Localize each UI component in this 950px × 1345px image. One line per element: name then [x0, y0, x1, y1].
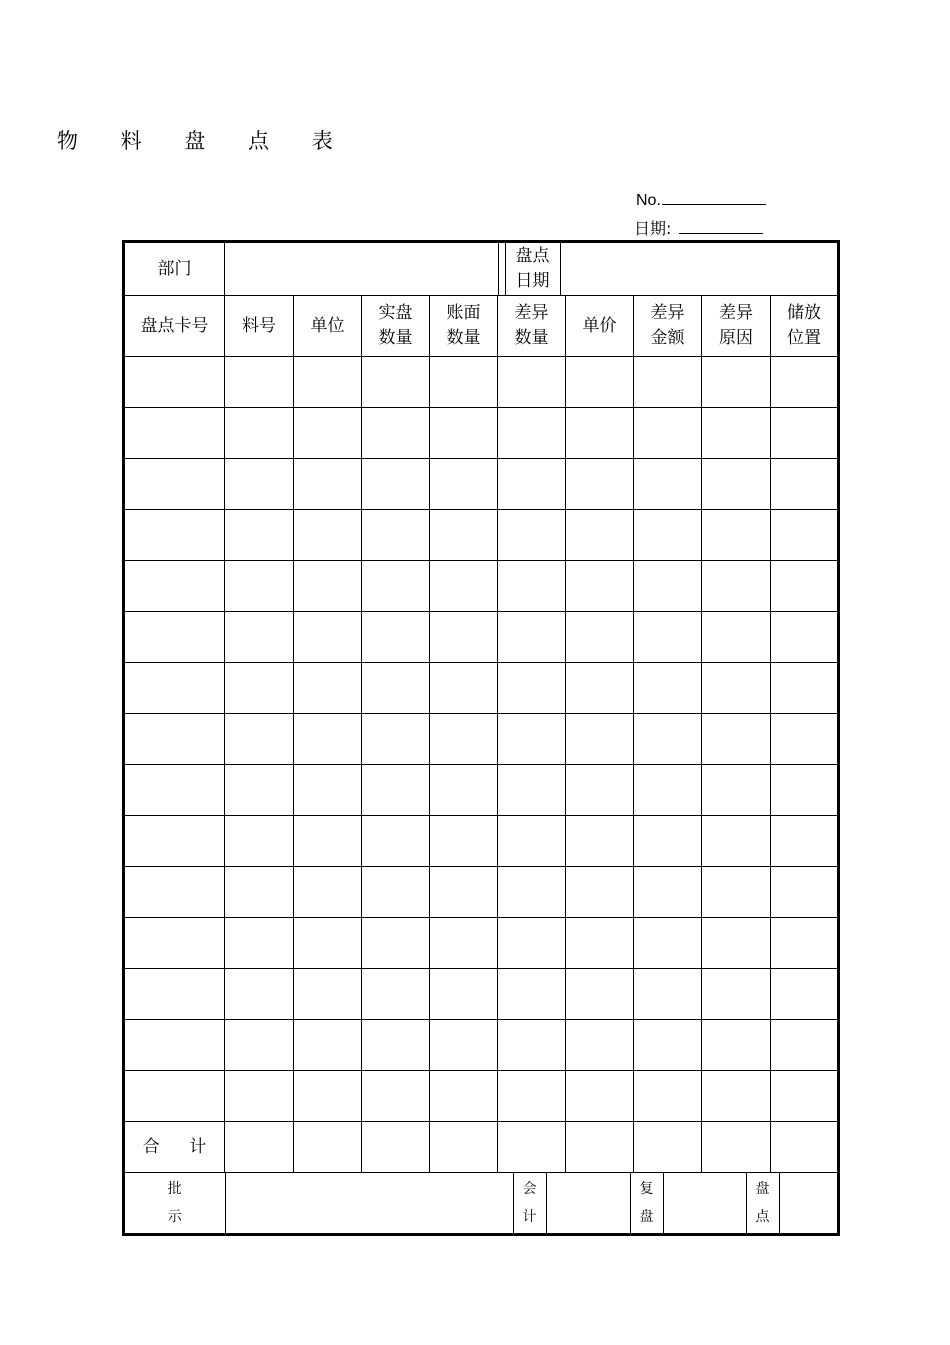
department-label: 部门: [124, 242, 225, 296]
table-cell[interactable]: [634, 765, 702, 816]
table-cell[interactable]: [362, 714, 430, 765]
signature-row: [124, 1173, 839, 1235]
table-cell[interactable]: [124, 867, 225, 918]
table-cell[interactable]: [634, 969, 702, 1020]
approve-field[interactable]: [225, 1173, 513, 1233]
column-header-text: 账面: [446, 303, 481, 323]
column-header: [566, 296, 634, 357]
table-cell[interactable]: [498, 561, 566, 612]
form-number-label: No.: [636, 192, 661, 209]
table-cell[interactable]: [566, 816, 634, 867]
table-cell[interactable]: [498, 357, 566, 408]
column-header-text: 差异: [650, 303, 685, 323]
inventory-table: [122, 240, 840, 1236]
table-cell[interactable]: [498, 867, 566, 918]
table-cell[interactable]: [225, 663, 294, 714]
column-header: [634, 296, 702, 357]
total-cell[interactable]: [634, 1122, 702, 1173]
table-cell[interactable]: [566, 612, 634, 663]
table-cell[interactable]: [225, 714, 294, 765]
column-header-text: 单价: [582, 315, 617, 336]
table-cell[interactable]: [294, 867, 362, 918]
table-cell[interactable]: [124, 765, 225, 816]
count-date-label: 盘点 日期: [505, 243, 560, 295]
table-cell[interactable]: [124, 459, 225, 510]
table-cell[interactable]: [124, 816, 225, 867]
table-cell[interactable]: [294, 561, 362, 612]
table-cell[interactable]: [362, 1020, 430, 1071]
column-header-text: 位置: [787, 328, 821, 348]
recheck-label: 复 盘: [630, 1173, 663, 1233]
table-cell[interactable]: [702, 459, 771, 510]
table-cell[interactable]: [498, 663, 566, 714]
table-row: [124, 663, 839, 714]
table-cell[interactable]: [362, 816, 430, 867]
table-cell[interactable]: [225, 408, 294, 459]
table-cell[interactable]: [498, 1020, 566, 1071]
table-cell[interactable]: [225, 357, 294, 408]
table-row: [124, 1020, 839, 1071]
table-cell[interactable]: [702, 969, 771, 1020]
form-date-label: 日期:: [634, 219, 672, 238]
column-header: [771, 296, 839, 357]
table-cell[interactable]: [294, 1020, 362, 1071]
column-header-text: 数量: [514, 328, 549, 348]
table-cell[interactable]: [771, 663, 839, 714]
table-cell[interactable]: [771, 714, 839, 765]
total-row: [124, 1122, 839, 1173]
table-cell[interactable]: [702, 561, 771, 612]
page-title: 物 料 盘 点 表: [57, 129, 351, 153]
table-cell[interactable]: [702, 1071, 771, 1122]
column-header: [124, 296, 225, 357]
form-date: [634, 216, 763, 239]
table-cell[interactable]: [124, 663, 225, 714]
table-cell[interactable]: [566, 561, 634, 612]
table-cell[interactable]: [430, 867, 498, 918]
table-cell[interactable]: [294, 1071, 362, 1122]
table-cell[interactable]: [430, 510, 498, 561]
table-cell[interactable]: [294, 714, 362, 765]
table-cell[interactable]: [702, 867, 771, 918]
table-cell[interactable]: [430, 663, 498, 714]
table-cell[interactable]: [225, 1020, 294, 1071]
table-cell[interactable]: [498, 459, 566, 510]
table-row: [124, 612, 839, 663]
form-date-blank[interactable]: [679, 219, 763, 234]
table-cell[interactable]: [566, 867, 634, 918]
table-cell[interactable]: [634, 1071, 702, 1122]
top-row: [124, 242, 839, 296]
table-cell[interactable]: [294, 663, 362, 714]
accounting-field[interactable]: [546, 1173, 630, 1233]
table-cell[interactable]: [225, 816, 294, 867]
table-row: [124, 357, 839, 408]
table-cell[interactable]: [634, 612, 702, 663]
table-cell[interactable]: [225, 867, 294, 918]
table-cell[interactable]: [634, 510, 702, 561]
table-cell[interactable]: [771, 867, 839, 918]
table-cell[interactable]: [430, 357, 498, 408]
table-row: [124, 714, 839, 765]
total-label: 合 计: [124, 1122, 225, 1173]
table-cell[interactable]: [498, 1071, 566, 1122]
table-cell[interactable]: [566, 918, 634, 969]
table-cell[interactable]: [771, 561, 839, 612]
table-cell[interactable]: [225, 918, 294, 969]
approve-label: 批 示: [167, 1181, 182, 1225]
table-cell[interactable]: [771, 969, 839, 1020]
table-cell[interactable]: [225, 612, 294, 663]
department-field[interactable]: [225, 242, 498, 296]
column-header-text: 原因: [719, 328, 753, 348]
table-cell[interactable]: [634, 408, 702, 459]
table-cell[interactable]: [225, 969, 294, 1020]
total-cell[interactable]: [430, 1122, 498, 1173]
table-cell[interactable]: [566, 357, 634, 408]
column-header-text: 料号: [242, 315, 276, 336]
table-cell[interactable]: [771, 816, 839, 867]
table-cell[interactable]: [771, 510, 839, 561]
table-cell[interactable]: [771, 918, 839, 969]
table-cell[interactable]: [430, 714, 498, 765]
table-cell[interactable]: [124, 357, 225, 408]
accounting-label: 会 计: [513, 1173, 546, 1233]
table-row: [124, 561, 839, 612]
table-cell[interactable]: [362, 867, 430, 918]
table-cell[interactable]: [702, 714, 771, 765]
column-header: [362, 296, 430, 357]
table-cell[interactable]: [634, 357, 702, 408]
table-cell[interactable]: [124, 918, 225, 969]
form-number: [636, 190, 766, 210]
column-header-text: 金额: [650, 328, 685, 348]
table-cell[interactable]: [498, 612, 566, 663]
table-cell[interactable]: [566, 408, 634, 459]
table-cell[interactable]: [566, 510, 634, 561]
table-cell[interactable]: [294, 459, 362, 510]
table-cell[interactable]: [362, 918, 430, 969]
table-cell[interactable]: [566, 1071, 634, 1122]
table-cell[interactable]: [362, 969, 430, 1020]
table-cell[interactable]: [430, 765, 498, 816]
column-header-text: 数量: [378, 328, 413, 348]
table-cell[interactable]: [430, 1071, 498, 1122]
table-cell[interactable]: [430, 612, 498, 663]
table-row: [124, 408, 839, 459]
table-cell[interactable]: [430, 459, 498, 510]
count-date-field[interactable]: [560, 243, 837, 295]
table-cell[interactable]: [498, 969, 566, 1020]
table-cell[interactable]: [362, 1071, 430, 1122]
table-cell[interactable]: [566, 714, 634, 765]
table-cell[interactable]: [124, 561, 225, 612]
column-header: [702, 296, 771, 357]
table-cell[interactable]: [498, 765, 566, 816]
table-cell[interactable]: [702, 510, 771, 561]
table-row: [124, 969, 839, 1020]
table-cell[interactable]: [362, 459, 430, 510]
table-cell[interactable]: [362, 510, 430, 561]
table-cell[interactable]: [634, 1020, 702, 1071]
table-row: [124, 1071, 839, 1122]
table-cell[interactable]: [566, 459, 634, 510]
table-cell[interactable]: [498, 714, 566, 765]
counter-field[interactable]: [779, 1173, 837, 1233]
table-row: [124, 765, 839, 816]
table-cell[interactable]: [566, 663, 634, 714]
table-row: [124, 867, 839, 918]
table-cell[interactable]: [498, 816, 566, 867]
table-cell[interactable]: [362, 408, 430, 459]
column-header: [498, 296, 566, 357]
table-cell[interactable]: [702, 1020, 771, 1071]
table-cell[interactable]: [294, 357, 362, 408]
table-cell[interactable]: [771, 765, 839, 816]
table-cell[interactable]: [566, 765, 634, 816]
table-cell[interactable]: [498, 918, 566, 969]
table-cell[interactable]: [702, 918, 771, 969]
table-cell[interactable]: [430, 1020, 498, 1071]
column-header: [225, 296, 294, 357]
table-cell[interactable]: [294, 408, 362, 459]
table-cell[interactable]: [294, 918, 362, 969]
table-cell[interactable]: [634, 459, 702, 510]
table-cell[interactable]: [634, 714, 702, 765]
table-cell[interactable]: [225, 459, 294, 510]
total-cell[interactable]: [225, 1122, 294, 1173]
table-cell[interactable]: [771, 459, 839, 510]
table-cell[interactable]: [498, 510, 566, 561]
table-cell[interactable]: [124, 408, 225, 459]
table-cell[interactable]: [124, 1071, 225, 1122]
total-cell[interactable]: [498, 1122, 566, 1173]
table-cell[interactable]: [702, 612, 771, 663]
table-cell[interactable]: [362, 612, 430, 663]
table-cell[interactable]: [294, 612, 362, 663]
table-cell[interactable]: [634, 816, 702, 867]
table-cell[interactable]: [124, 510, 225, 561]
header-row: [124, 296, 839, 357]
table-cell[interactable]: [634, 663, 702, 714]
table-cell[interactable]: [430, 561, 498, 612]
column-header-text: 差异: [719, 303, 753, 323]
column-header-text: 单位: [310, 315, 345, 336]
total-cell[interactable]: [771, 1122, 839, 1173]
table-cell[interactable]: [702, 816, 771, 867]
table-cell[interactable]: [362, 765, 430, 816]
table-cell[interactable]: [362, 561, 430, 612]
table-cell[interactable]: [702, 408, 771, 459]
table-cell[interactable]: [771, 408, 839, 459]
table-cell[interactable]: [430, 816, 498, 867]
table-cell[interactable]: [430, 969, 498, 1020]
table-cell[interactable]: [124, 969, 225, 1020]
total-cell[interactable]: [294, 1122, 362, 1173]
count-date-group: [498, 242, 839, 296]
table-cell[interactable]: [294, 765, 362, 816]
table-cell[interactable]: [294, 816, 362, 867]
table-cell[interactable]: [124, 612, 225, 663]
table-cell[interactable]: [124, 714, 225, 765]
table-row: [124, 459, 839, 510]
table-cell[interactable]: [430, 918, 498, 969]
table-cell[interactable]: [294, 510, 362, 561]
counter-label: 盘 点: [746, 1173, 779, 1233]
recheck-field[interactable]: [663, 1173, 746, 1233]
table-row: [124, 510, 839, 561]
table-cell[interactable]: [225, 510, 294, 561]
table-cell[interactable]: [771, 1071, 839, 1122]
table-row: [124, 816, 839, 867]
column-header-text: 盘点卡号: [140, 315, 209, 336]
table-cell[interactable]: [362, 663, 430, 714]
table-row: [124, 918, 839, 969]
table-cell[interactable]: [771, 357, 839, 408]
table-cell[interactable]: [702, 663, 771, 714]
form-number-blank[interactable]: [662, 190, 766, 205]
table-cell[interactable]: [430, 408, 498, 459]
column-header: [294, 296, 362, 357]
column-header-text: 储放: [787, 303, 821, 323]
total-cell[interactable]: [566, 1122, 634, 1173]
table-cell[interactable]: [771, 1020, 839, 1071]
table-cell[interactable]: [362, 357, 430, 408]
table-cell[interactable]: [634, 867, 702, 918]
table-cell[interactable]: [124, 1020, 225, 1071]
table-cell[interactable]: [225, 561, 294, 612]
table-cell[interactable]: [771, 612, 839, 663]
table-cell[interactable]: [225, 765, 294, 816]
table-cell[interactable]: [566, 969, 634, 1020]
column-header-text: 差异: [514, 303, 549, 323]
table-cell[interactable]: [702, 765, 771, 816]
table-cell[interactable]: [634, 918, 702, 969]
column-header-text: 数量: [446, 328, 481, 348]
table-cell[interactable]: [225, 1071, 294, 1122]
table-cell[interactable]: [294, 969, 362, 1020]
column-header: [430, 296, 498, 357]
table-cell[interactable]: [634, 561, 702, 612]
table-cell[interactable]: [566, 1020, 634, 1071]
table-cell[interactable]: [702, 357, 771, 408]
column-header-text: 实盘: [378, 303, 413, 323]
table-cell[interactable]: [498, 408, 566, 459]
total-cell[interactable]: [702, 1122, 771, 1173]
total-cell[interactable]: [362, 1122, 430, 1173]
